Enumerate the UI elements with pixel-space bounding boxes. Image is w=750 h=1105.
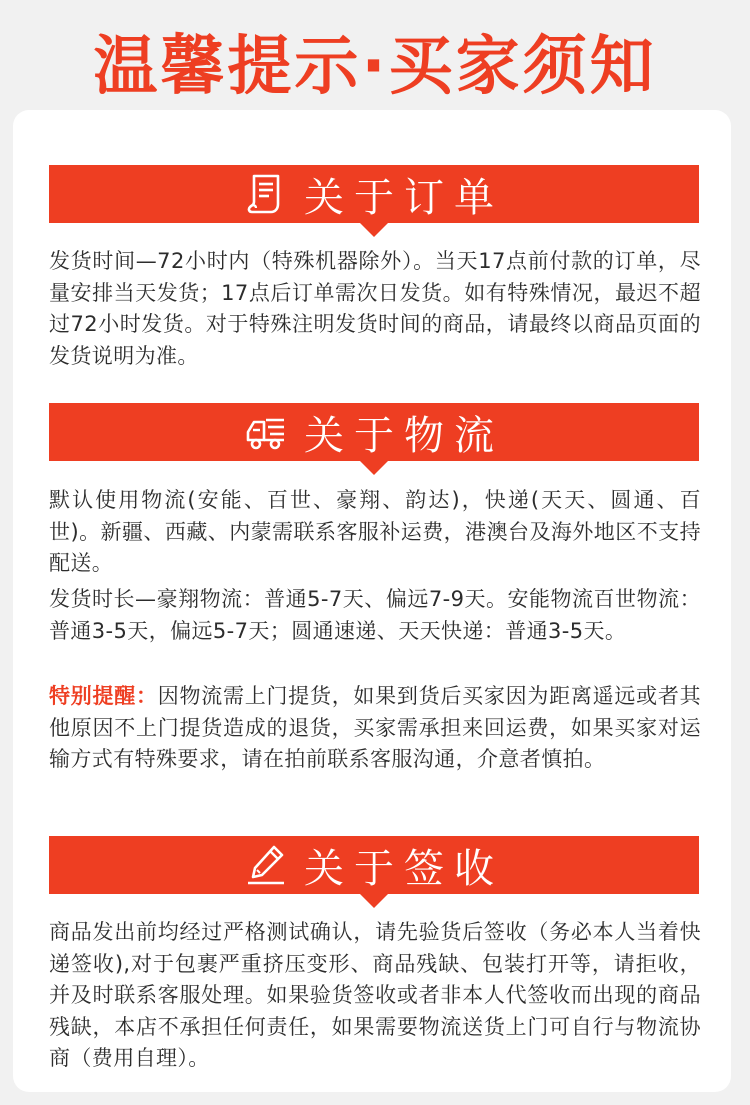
section-heading: 关于订单 [304,174,504,221]
receipt-icon [244,172,288,216]
section-banner-order [49,165,699,223]
order-paragraph: 发货时间—72小时内（特殊机器除外）。当天17点前付款的订单，尽量安排当天发货；17点后订单需次日发货。如有特殊情况，最迟不超过72小时发货。对于特殊注明发货时间的商品，请最终以商品页面的发货说明为准。 [49,249,701,368]
logistics-paragraph-duration: 发货时长—豪翔物流：普通5-7天、偏远7-9天。安能物流百世物流：普通3-5天，偏远5-7天；圆通速递、天天快递：普通3-5天。 [49,587,701,643]
logistics-paragraph-carriers: 默认使用物流(安能、百世、豪翔、韵达)，快递(天天、圆通、百世)。新疆、西藏、内蒙需联系客服补运费，港澳台及海外地区不支持配送。 [49,488,701,575]
pen-sign-icon [244,843,288,887]
delivery-truck-icon [244,410,288,454]
section-heading: 关于签收 [304,845,504,892]
section-banner-logistics [49,403,699,461]
notice-text: 因物流需上门提货，如果到货后买家因为距离遥远或者其他原因不上门提货造成的退货，买家需承担来回运费，如果买家对运输方式有特殊要求，请在拍前联系客服沟通，介意者慎拍。 [49,684,702,771]
notice-label: 特别提醒： [49,684,158,708]
section-heading: 关于物流 [304,412,504,459]
logistics-notice [49,681,701,776]
section-banner-signing [49,836,699,894]
page-title: 温馨提示·买家须知 [93,30,657,104]
signing-paragraph: 商品发出前均经过严格测试确认，请先验货后签收（务必本人当着快递签收),对于包裹严重挤压变形、商品残缺、包装打开等，请拒收，并及时联系客服处理。如果验货签收或者非本人代签收而出现的商品残缺，本店不承担任何责任，如果需要物流送货上门可自行与物流协商（费用自理）。 [49,920,701,1070]
